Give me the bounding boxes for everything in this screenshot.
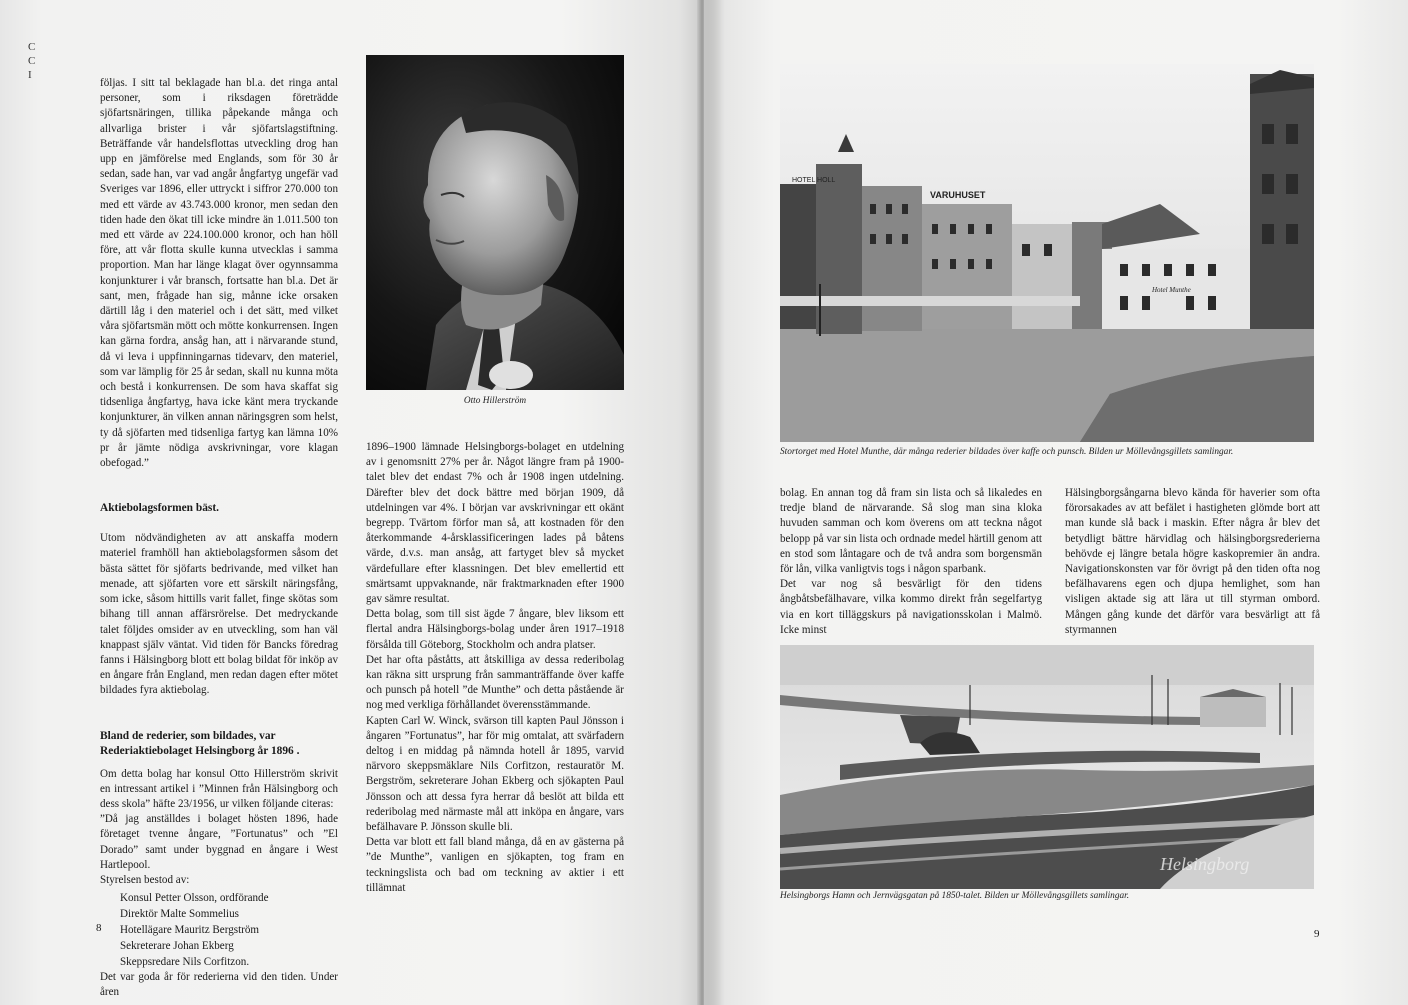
board-member: Sekreterare Johan Ekberg: [120, 940, 234, 953]
body-paragraph: ”Då jag anställdes i bolaget hösten 1896, hade företaget tvenne ångare, ”Fortunatus” och ”El Dorado” samt under byggnad en ångare i West Hartlepool.: [100, 813, 338, 871]
square-photo: [780, 64, 1314, 442]
left-column-2: [366, 440, 624, 896]
body-paragraph: Det var goda år för rederierna vid den tiden. Under åren: [100, 971, 338, 999]
portrait-photo: [366, 55, 624, 390]
edge-mark: I: [28, 69, 32, 81]
harbour-photo-caption: Helsingborgs Hamn och Jernvägsgatan på 1850-talet. Bilden ur Möllevångsgillets samlingar.: [780, 891, 1130, 901]
body-paragraph: bolag. En annan tog då fram sin lista och så likaledes en tredje bland de närvarande. Så slog man sina kloka huvuden samman och kom överens om att teckna något belopp på var sin lista och ordnade medel härtill genom att en stod som låntagare och de två andra som borgensmän för lån, vilka vanligtvis togs i någon sparbank.: [780, 487, 1042, 576]
body-paragraph: Hälsingborgsångarna blevo kända för haverier som ofta förorsakades av att befälet i hastigheten glömde bort att man kunde slå back i maskin. Efter några år blev det betydligt bättre härvidlag och hälsingborgsrederierna behövde ej längre betala högre kaskopremier än andra. Navigationskonsten var för övrigt på den tiden ofta nog befälhavarens egen och djupa hemlighet, som han visligen aktade sig att lära ut till styrman ombord. Mången gång kunde det därför vara besvärligt att få styrmannen: [1065, 487, 1320, 636]
page-number: 9: [1314, 928, 1320, 940]
board-member: Hotellägare Mauritz Bergström: [120, 924, 260, 937]
body-paragraph: Om detta bolag har konsul Otto Hillerström skrivit en intressant artikel i ”Minnen från Hälsingborg och dess skola” häfte 23/1956, ur vilken följande citeras:: [100, 767, 338, 810]
sign-hotel: HOTEL HOLL: [792, 177, 836, 184]
body-paragraph: Utom nödvändigheten av att anskaffa modern materiel framhöll han aktiebolagsformen såsom det bästa sättet för sjöfarts bedrivande, med vilket han menade, att sjöfarten vore ett särskilt näringsfång, som icke, såsom hittills varit fallet, finge skötas som bihang till annan affärsrörelse. Det medryckande talet följdes omsider av en utveckling, som han väl knappast själv väntat. Vid tiden för Bancks föredrag fanns i Hälsingborg blott ett bolag bildat för inköp av en ångare från England, men redan dagen efter mötet bildades fyra aktiebolag.: [100, 532, 338, 697]
left-column-1: [100, 76, 338, 1001]
body-paragraph: Styrelsen bestod av:: [100, 873, 190, 886]
board-list: [120, 890, 338, 970]
edge-marks: [28, 40, 35, 82]
body-paragraph: Detta bolag, som till sist ägde 7 ångare, blev liksom ett flertal andra Hälsingborgs-bolag under åren 1917–1918 försålda till Göteborg, Stockholm och andra platser.: [366, 608, 624, 651]
body-paragraph: följas. I sitt tal beklagade han bl.a. det ringa antal personer, som i riksdagen företrädde sjöfartsnäringen, tillika påpekande många och allvarliga brister i vår sjöfartslagstiftning. Beträffande vår handelsflottas utveckling drog han upp en jämförelse med Englands, som för 30 år sedan, sade han, var vad angår ångfartyg ungefär vad Sveriges var 1896, eller uttryckt i siffror 270.000 ton med ett värde av 43.743.000 kronor, men sedan den tiden hade den ökat till icke mindre än 1.011.500 ton med ett värde av 224.100.000 kronor, och han höll före, att vår flotta skulle kunna utvecklas i samma proportion. Man har länge klagat över ogynnsamma konjunkturer i vår bransch, fortsatte han bl.a. Det är sant, men, frågade han sig, månne icke orsaken därtill låg i den materiel och i det sätt, med vilket våra sjöfartsmän mött och mötte konkurrensen. Ingen kan gärna fordra, ansåg han, att i närvarande stund, då vi leva i uppfinningarnas tidevarv, den materiel, som var lämplig för 25 år sedan, skall nu kunna möta och bestå i konkurrensen. De som hava skaffat sig tidsenliga ångfartyg, hava icke känt mera tryckande konjunkturer, än vilken annan näringsgren som helst, ty då sjöfarten med tidsenliga fartyg kan lämna 10% pr år jämte nödiga avskrivningar, vore klagan obefogad.”: [100, 77, 338, 470]
board-member: Direktör Malte Sommelius: [120, 908, 239, 921]
harbour-photo: [780, 645, 1314, 889]
board-member: Skeppsredare Nils Corfitzon.: [120, 956, 250, 969]
edge-mark: C: [28, 55, 36, 67]
board-member: Konsul Petter Olsson, ordförande: [120, 892, 269, 905]
photo-inscription: Helsingborg: [1160, 854, 1250, 874]
right-column-2: [1065, 486, 1320, 638]
section-heading: Bland de rederier, som bildades, var: [100, 729, 276, 742]
section-heading: Aktiebolagsformen bäst.: [100, 502, 219, 515]
sign-varuhuset: VARUHUSET: [930, 190, 986, 200]
sign-munthe: Hotel Munthe: [1152, 286, 1191, 294]
body-paragraph: Det var nog så besvärligt för den tidens ångbåtsbefälhavare, vilka kommo direkt från segelfartyg via en kort tilläggskurs på navigationsskolan i Malmö. Icke minst: [780, 578, 1042, 636]
square-photo-caption: Stortorget med Hotel Munthe, där många rederier bildades över kaffe och punsch. Bilden ur Möllevångsgillets samlingar.: [780, 447, 1234, 457]
body-paragraph: Det har ofta påståtts, att åtskilliga av dessa rederibolag kan räkna sitt ursprung från sammanträffande över kaffe och punsch på hotell ”de Munthe” och detta påstående är nog med verkliga förhållandet överensstämmande.: [366, 653, 624, 712]
square-image: [780, 64, 1314, 442]
edge-mark: C: [28, 41, 36, 53]
right-page: [704, 0, 1408, 1005]
harbour-image: [780, 645, 1314, 889]
body-paragraph: Kapten Carl W. Winck, svärson till kapten Paul Jönsson i ångaren ”Fortunatus”, har för mig omtalat, att svärfadern deltog i en middag på nämnda hotell år 1895, varvid närvoro skeppsmäklare Nils Corfitzon, restauratör M. Bergström, sekreterare Johan Ekberg och sjökapten Paul Jönsson och att dessa fyra herrar då beslöt att bilda ett rederibolag med närmaste mål att inköpa en ångare, vars befälhavare P. Jönsson skulle bli.: [366, 714, 624, 834]
body-paragraph: 1896–1900 lämnade Helsingborgs-bolaget en utdelning av i genomsnitt 27% per år. Något längre fram på 1900-talet blev det endast 7% och år 1908 ingen utdelning. Därefter blev det dock bättre med början 1909, då utdelningen var 4%. I början var avskrivningar ett okänt begrepp. Tvärtom förfor man så, att kostnaden för den återkommande 4-årsklassificeringen lades på båtens värde, d.v.s. man ansåg, att fartyget blev så mycket värdefullare efter klassningen. Det blev emellertid ett smärtsamt uppvaknande, när fraktmarknaden efter 1900 gav sämre resultat.: [366, 441, 624, 606]
portrait-caption: Otto Hillerström: [463, 396, 527, 406]
portrait-image: [366, 55, 624, 390]
left-page: [0, 0, 700, 1005]
page-number: 8: [96, 922, 102, 934]
right-column-1: [780, 486, 1042, 638]
spine-shadow: [704, 0, 722, 1005]
section-heading: Rederiaktiebolaget Helsingborg år 1896 .: [100, 744, 300, 757]
body-paragraph: Detta var blott ett fall bland många, då en av gästerna på ”de Munthe”, vanligen en sjökapten, tog fram en teckningslista och bad om teckning av aktier i ett tillämnat: [366, 836, 624, 894]
